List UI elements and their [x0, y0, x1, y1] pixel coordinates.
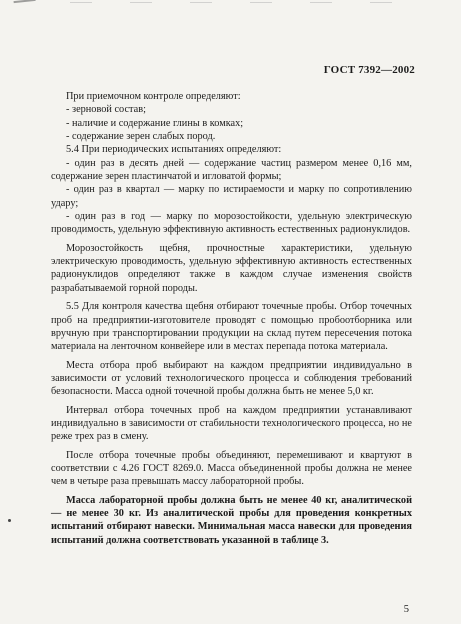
paragraph-acceptance-control: При приемочном контроле определяют:	[66, 91, 241, 102]
paragraph-periodic-tests: 5.4 При периодических испытаниях определяют:	[66, 144, 282, 156]
paragraph-sampling-interval: Интервал отбора точечных проб на каждом предприятии устанавливают индивидуально в зависимости от стабильности технологического процесса, но не реже трех раз в смену.	[51, 404, 412, 443]
list-item: - один раз в год — марку по морозостойкости, удельную электрическую проводимость, удельную эффективную активность естественных радионуклидов.	[51, 211, 412, 236]
paragraph-combined-sample: После отбора точечные пробы объединяют, перемешивают и квартуют в соответствии с 4.26 ГОСТ 8269.0. Масса объединенной пробы должна не менее чем в четыре раза превышать массу лабораторной пробы.	[51, 449, 412, 488]
paragraph-sampling-control: 5.5 Для контроля качества щебня отбирают точечные пробы. Отбор точечных проб на предприятии-изготовителе проводят с помощью пробоотборника или вручную при транспортировании продукции на склад путем пересечения потока материала на ленточном конвейере или в местах перепада потока материала.	[51, 301, 412, 353]
standard-header: ГОСТ 7392—2002	[323, 64, 415, 76]
paragraph-frost-resistance: Морозостойкость щебня, прочностные характеристики, удельную электрическую проводимость, удельную эффективную активность естественных радионуклидов определяют также в каждом случае изменения свойств разрабатываемой горной породы.	[51, 242, 412, 294]
scan-artifact-line	[70, 2, 430, 3]
page-number: 5	[403, 604, 409, 615]
list-item: - зерновой состав;	[66, 104, 146, 116]
list-item: - один раз в десять дней — содержание частиц размером менее 0,16 мм, содержание зерен пластинчатой и игловатой формы;	[51, 157, 412, 183]
paragraph-lab-sample-mass: Масса лабораторной пробы должна быть не менее 40 кг, аналитической — не менее 30 кг. Из аналитической пробы для проведения конкретных испытаний отбирают навески. Минимальная масса навески для проведения испытаний должна соответствовать указанной в таблице 3.	[51, 494, 412, 546]
scan-artifact-mark	[14, 0, 37, 11]
list-item: - содержание зерен слабых пород.	[66, 131, 216, 143]
document-body	[51, 90, 412, 547]
scan-artifact-dot	[8, 519, 11, 522]
list-item: - наличие и содержание глины в комках;	[66, 117, 244, 129]
list-item: - один раз в квартал — марку по истираемости и марку по сопротивлению удару;	[51, 184, 412, 209]
paragraph-sampling-places: Места отбора проб выбирают на каждом предприятии индивидуально в зависимости от условий технологического процесса и соблюдения требований безопасности. Масса одной точечной пробы должна быть не менее 5,0 кг.	[51, 359, 412, 398]
